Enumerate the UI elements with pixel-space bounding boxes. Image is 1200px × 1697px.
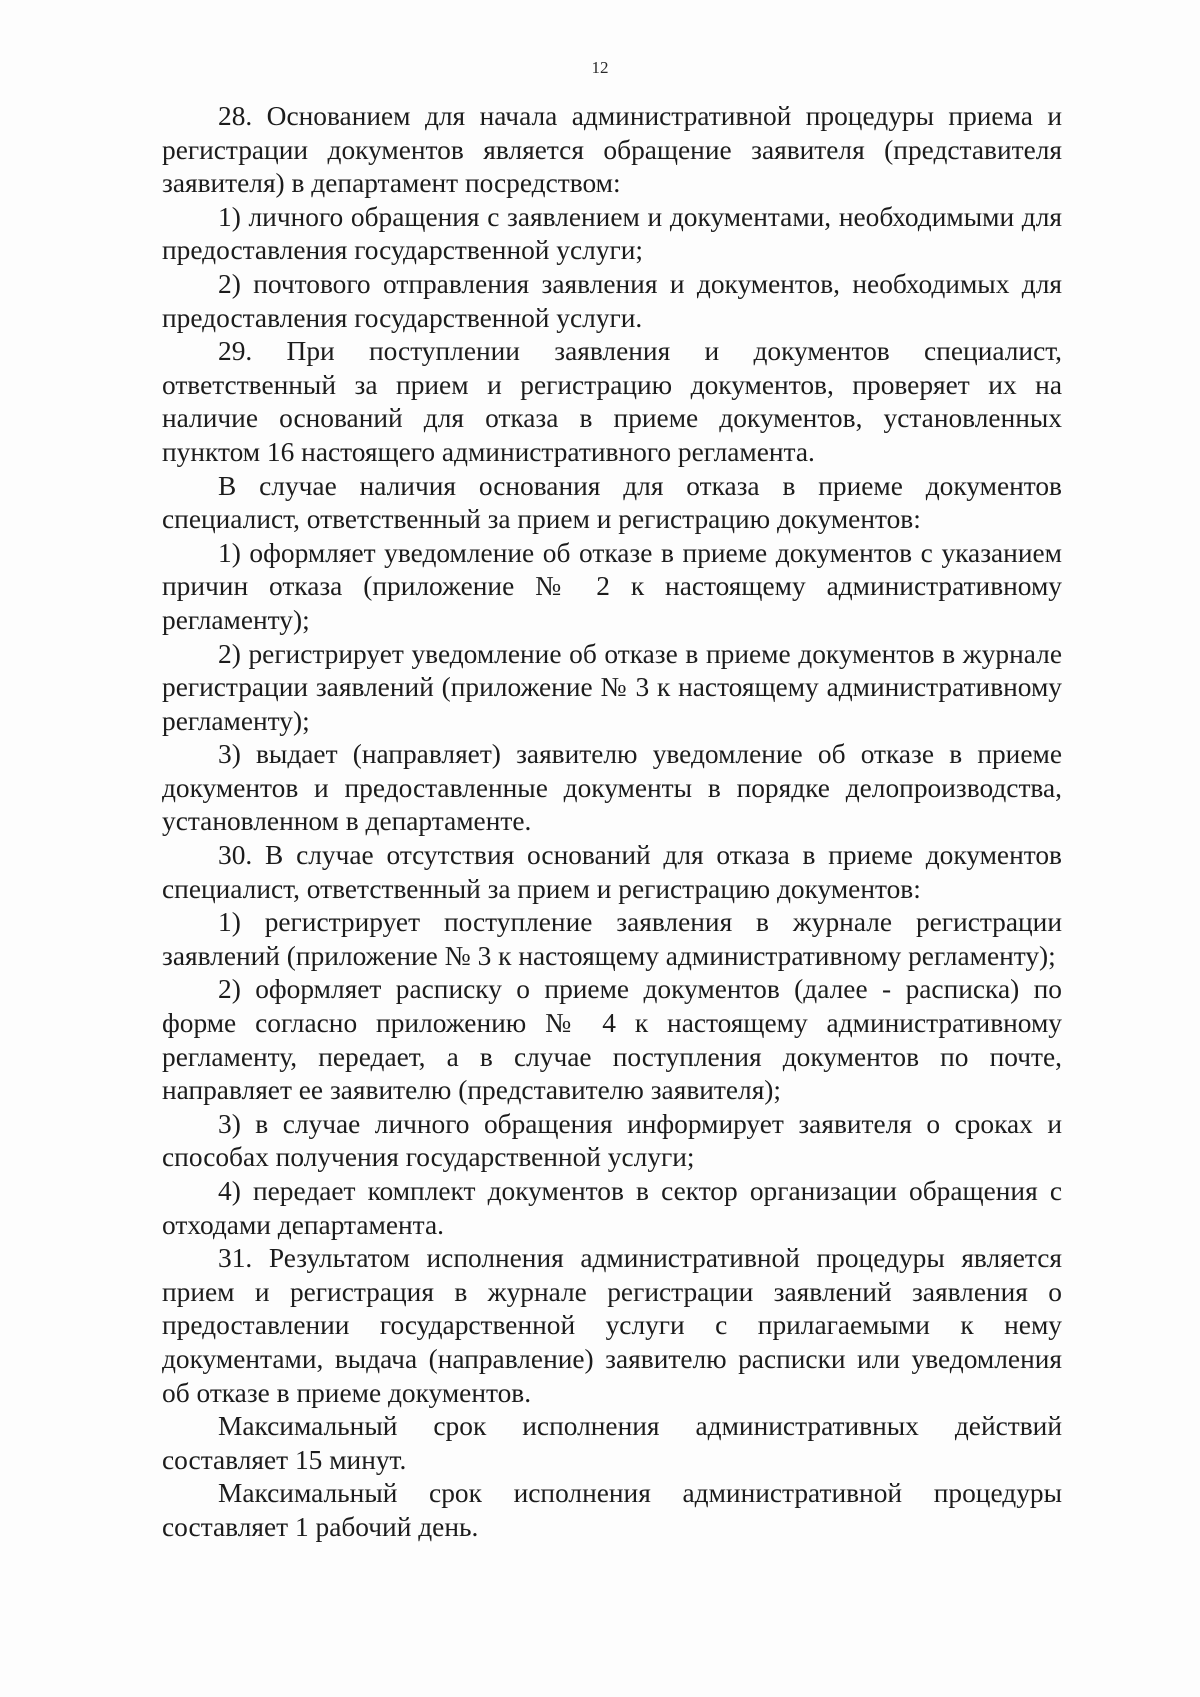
- paragraph-29-item-1: 1) оформляет уведомление об отказе в приеме документов с указанием причин отказа (приложение № 2 к настоящему административному регламенту);: [162, 537, 1062, 635]
- paragraph-max-time-procedure: Максимальный срок исполнения административной процедуры составляет 1 рабочий день.: [162, 1478, 1062, 1542]
- paragraph-28-item-2: 2) почтового отправления заявления и документов, необходимых для предоставления государственной услуги.: [162, 268, 1062, 333]
- document-body: [162, 100, 1062, 1545]
- page-number: 12: [591, 58, 609, 77]
- paragraph-28-item-1: 1) личного обращения с заявлением и документами, необходимыми для предоставления государственной услуги;: [162, 201, 1062, 266]
- paragraph-29: 29. При поступлении заявления и документов специалист, ответственный за прием и регистрацию документов, проверяет их на наличие оснований для отказа в приеме документов, установленных пунктом 16 настоящего административного регламента.: [162, 336, 1062, 467]
- paragraph-28: 28. Основанием для начала административной процедуры приема и регистрации документов является обращение заявителя (представителя заявителя) в департамент посредством:: [162, 101, 1062, 199]
- paragraph-29-item-2: 2) регистрирует уведомление об отказе в приеме документов в журнале регистрации заявлений (приложение № 3 к настоящему административному регламенту);: [162, 638, 1062, 736]
- paragraph-30-item-4: 4) передает комплект документов в сектор организации обращения с отходами департамента.: [162, 1176, 1062, 1240]
- paragraph-31: 31. Результатом исполнения административной процедуры является прием и регистрация в журнале регистрации заявлений заявления о предоставлении государственной услуги с прилагаемыми к нему документами, выдача (направление) заявителю расписки или уведомления об отказе в приеме документов.: [162, 1243, 1062, 1408]
- paragraph-30-item-3: 3) в случае личного обращения информирует заявителя о сроках и способах получения государственной услуги;: [162, 1108, 1062, 1173]
- paragraph-30: 30. В случае отсутствия оснований для отказа в приеме документов специалист, ответственный за прием и регистрацию документов:: [162, 840, 1062, 904]
- paragraph-29-refusal-intro: В случае наличия основания для отказа в приеме документов специалист, ответственный за прием и регистрацию документов:: [162, 470, 1062, 535]
- paragraph-30-item-1: 1) регистрирует поступление заявления в журнале регистрации заявлений (приложение № 3 к настоящему административному регламенту);: [162, 907, 1062, 971]
- paragraph-30-item-2: 2) оформляет расписку о приеме документов (далее - расписка) по форме согласно приложению № 4 к настоящему административному регламенту, передает, а в случае поступления документов по почте, направляет ее заявителю (представителю заявителя);: [162, 974, 1062, 1106]
- paragraph-max-time-actions: Максимальный срок исполнения административных действий составляет 15 минут.: [162, 1411, 1062, 1475]
- paragraph-29-item-3: 3) выдает (направляет) заявителю уведомление об отказе в приеме документов и предоставленные документы в порядке делопроизводства, установленном в департаменте.: [162, 739, 1062, 837]
